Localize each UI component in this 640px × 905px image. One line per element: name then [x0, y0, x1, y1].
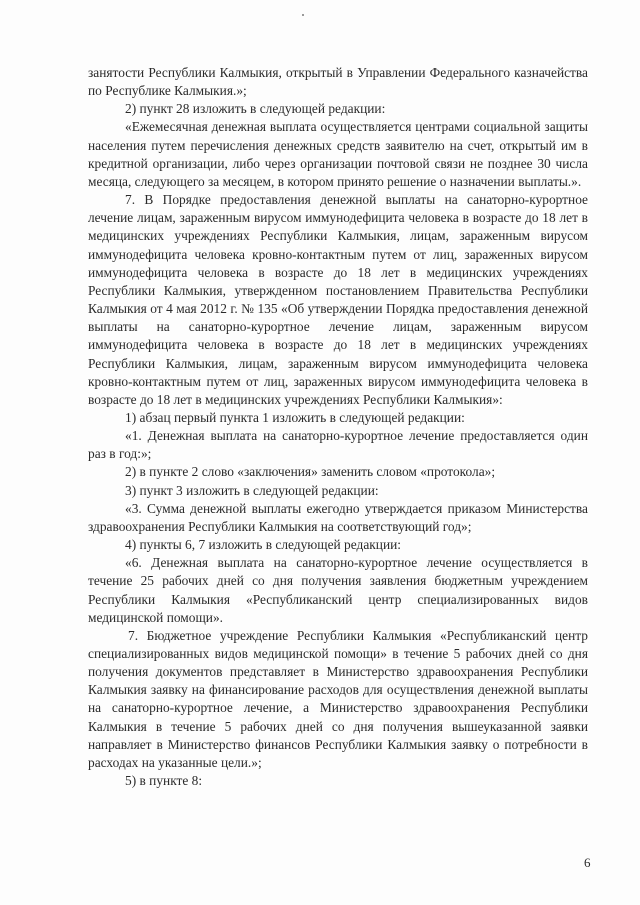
paragraph: 1) абзац первый пункта 1 изложить в следующей редакции: — [125, 409, 465, 425]
paragraph: «Ежемесячная денежная выплата осуществляется центрами социальной защиты населения путем перечисления денежных средств заявителю на счет, открытый им в кредитной организации, либо через организации почтовой связи не позднее 30 числа месяца, следующего за месяцем, в котором принято решение о назначении выплаты.». — [88, 119, 588, 189]
paragraph: 2) пункт 28 изложить в следующей редакции: — [125, 101, 386, 117]
paragraph: 7. Бюджетное учреждение Республики Калмыкия «Республиканский центр специализированных видов медицинской помощи» в течение 5 рабочих дней со дня получения документов представляет в Министерство здравоохранения Республики Калмыкия заявку на финансирование расходов для осуществления денежной выплаты на санаторно-курортное лечение, а Министерство здравоохранения Республики Калмыкия в течение 5 рабочих дней со дня получения вышеуказанной заявки направляет в Министерство финансов Республики Калмыкия заявку о потребности в расходах на указанные цели.»; — [88, 627, 588, 770]
paragraph: 3) пункт 3 изложить в следующей редакции: — [125, 482, 379, 498]
scan-mark — [302, 14, 304, 16]
paragraph: «1. Денежная выплата на санаторно-курортное лечение предоставляется один раз в год:»; — [88, 428, 588, 462]
paragraph: «6. Денежная выплата на санаторно-курортное лечение осуществляется в течение 25 рабочих дней со дня получения заявления бюджетным учреждением Республики Калмыкия «Республиканский центр специализированных видов медицинской помощи». — [88, 555, 588, 625]
paragraph: 2) в пункте 2 слово «заключения» заменить словом «протокола»; — [125, 464, 496, 480]
paragraph: занятости Республики Калмыкия, открытый в Управлении Федерального казначейства по Республике Калмыкия.»; — [88, 65, 588, 99]
page-number: 6 — [584, 855, 591, 870]
document-body — [88, 64, 588, 790]
paragraph: «3. Сумма денежной выплаты ежегодно утверждается приказом Министерства здравоохранения Республики Калмыкия на соответствующий год»; — [88, 500, 588, 534]
paragraph: 4) пункты 6, 7 изложить в следующей редакции: — [125, 537, 401, 553]
paragraph: 5) в пункте 8: — [125, 773, 203, 789]
paragraph: 7. В Порядке предоставления денежной выплаты на санаторно-курортное лечение лицам, зараженным вирусом иммунодефицита человека в возрасте до 18 лет в медицинских учреждениях Республики Калмыкия, лицам, зараженным вирусом иммунодефицита человека кровно-контактным путем от лиц, зараженных вирусом иммунодефицита человека в возрасте до 18 лет в медицинских учреждениях Республики Калмыкия, утвержденном постановлением Правительства Республики Калмыкия от 4 мая 2012 г. № 135 «Об утверждении Порядка предоставления денежной выплаты на санаторно-курортное лечение лицам, зараженным вирусом иммунодефицита человека в возрасте до 18 лет в медицинских учреждениях Республики Калмыкия, лицам, зараженным вирусом иммунодефицита человека кровно-контактным путем от лиц, зараженных вирусом иммунодефицита человека в возрасте до 18 лет в медицинских учреждениях Республики Калмыкия»: — [88, 192, 588, 407]
